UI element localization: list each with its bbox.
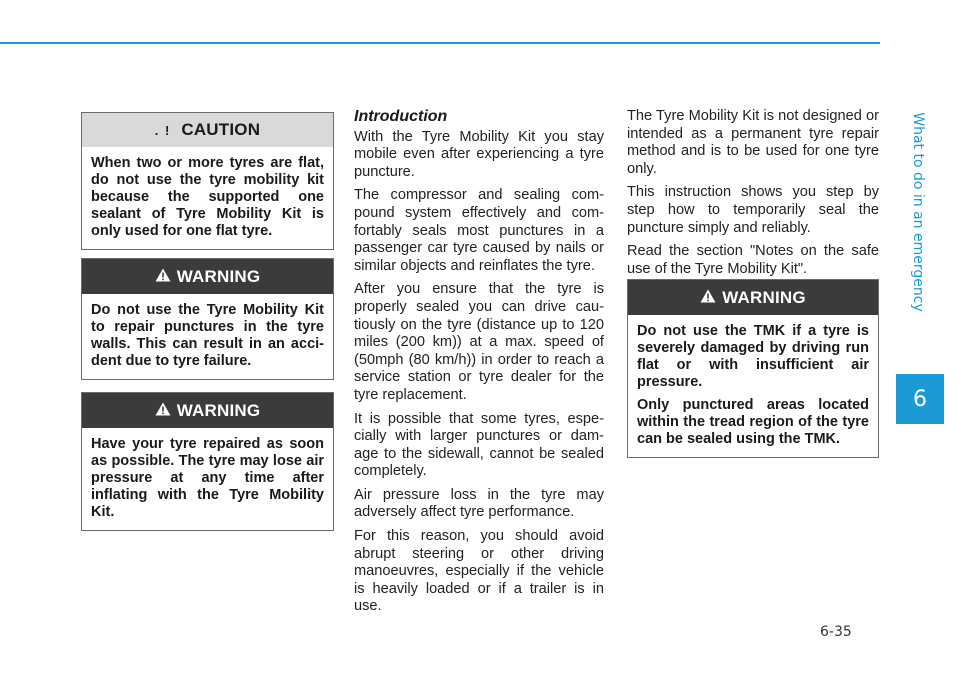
warning-body-2 (82, 428, 333, 530)
warning-box-1 (81, 258, 334, 380)
chapter-side-title (893, 62, 943, 362)
warning-header-1 (82, 259, 333, 294)
paragraph: This instruction shows you step by step how to temporarily seal the puncture simply and reliably. (627, 184, 879, 236)
warning-heading-3: WARNING (722, 287, 806, 307)
page-number: 6-35 (820, 624, 852, 640)
warning-body-1 (82, 294, 333, 379)
warning-triangle-icon (155, 267, 171, 287)
warning-text-3a: Do not use the TMK if a tyre is severely damaged by driving run flat or with insufficient air pressure. (637, 323, 869, 390)
caution-text: When two or more tyres are flat, do not use the tyre mobility kit because the supported one sealant of Tyre Mobility Kit is only used for one flat tyre. (91, 155, 324, 239)
caution-header (82, 113, 333, 147)
warning-header-3 (628, 280, 878, 315)
warning-heading-1: WARNING (176, 266, 261, 286)
warning-triangle-icon (155, 401, 171, 421)
warning-text-3b: Only punctured areas located within the tread region of the tyre can be sealed using the TMK. (637, 397, 869, 447)
warning-box-2 (81, 392, 334, 531)
right-column (627, 108, 879, 284)
paragraph: It is possible that some tyres, espe-cially with larger punctures or dam-age to the sidewall, cannot be sealed completely. (354, 410, 604, 480)
paragraph: Read the section "Notes on the safe use of the Tyre Mobility Kit". (627, 243, 879, 277)
middle-column (354, 108, 604, 622)
warning-box-3 (627, 279, 879, 458)
paragraph: The Tyre Mobility Kit is not designed or intended as a permanent tyre repair method and is to be used for one tyre only. (627, 108, 879, 177)
warning-text-2: Have your tyre repaired as soon as possible. The tyre may lose air pressure at any time after inflating with the Tyre Mobility Kit. (91, 436, 324, 520)
paragraph: After you ensure that the tyre is properly sealed you can drive cau-tiously on the tyre (distance up to 120 miles (200 km)) at a max. speed of (50mph (80 km/h)) in order to reach a service station or tyre dealer for the tyre replacement. (354, 281, 604, 403)
paragraph: The compressor and sealing com-pound system effectively and com-fortably seals most punctures in a passenger car tyre caused by nails or similar objects and reinflates the tyre. (354, 187, 604, 274)
header-rule (0, 42, 880, 44)
paragraph: Air pressure loss in the tyre may adversely affect tyre performance. (354, 486, 604, 521)
warning-header-2 (82, 393, 333, 428)
warning-heading-2: WARNING (176, 400, 261, 420)
caution-body (82, 147, 333, 249)
section-heading: Introduction (354, 108, 448, 125)
caution-icon: . ! (154, 122, 172, 138)
paragraph: With the Tyre Mobility Kit you stay mobile even after experiencing a tyre puncture. (354, 128, 604, 180)
warning-body-3 (628, 315, 878, 457)
chapter-number: 6 (913, 386, 927, 412)
chapter-tab[interactable] (896, 374, 944, 424)
warning-triangle-icon (700, 288, 716, 308)
caution-box (81, 112, 334, 250)
warning-text-1: Do not use the Tyre Mobility Kit to repair punctures in the tyre walls. This can result in an acci-dent due to tyre failure. (91, 302, 324, 369)
paragraph: For this reason, you should avoid abrupt steering or other driving manoeuvres, especially if the vehicle is heavily loaded or if a trailer is in use. (354, 528, 604, 615)
caution-heading: CAUTION (181, 120, 261, 139)
chapter-side-title-text: What to do in an emergency (910, 112, 926, 312)
